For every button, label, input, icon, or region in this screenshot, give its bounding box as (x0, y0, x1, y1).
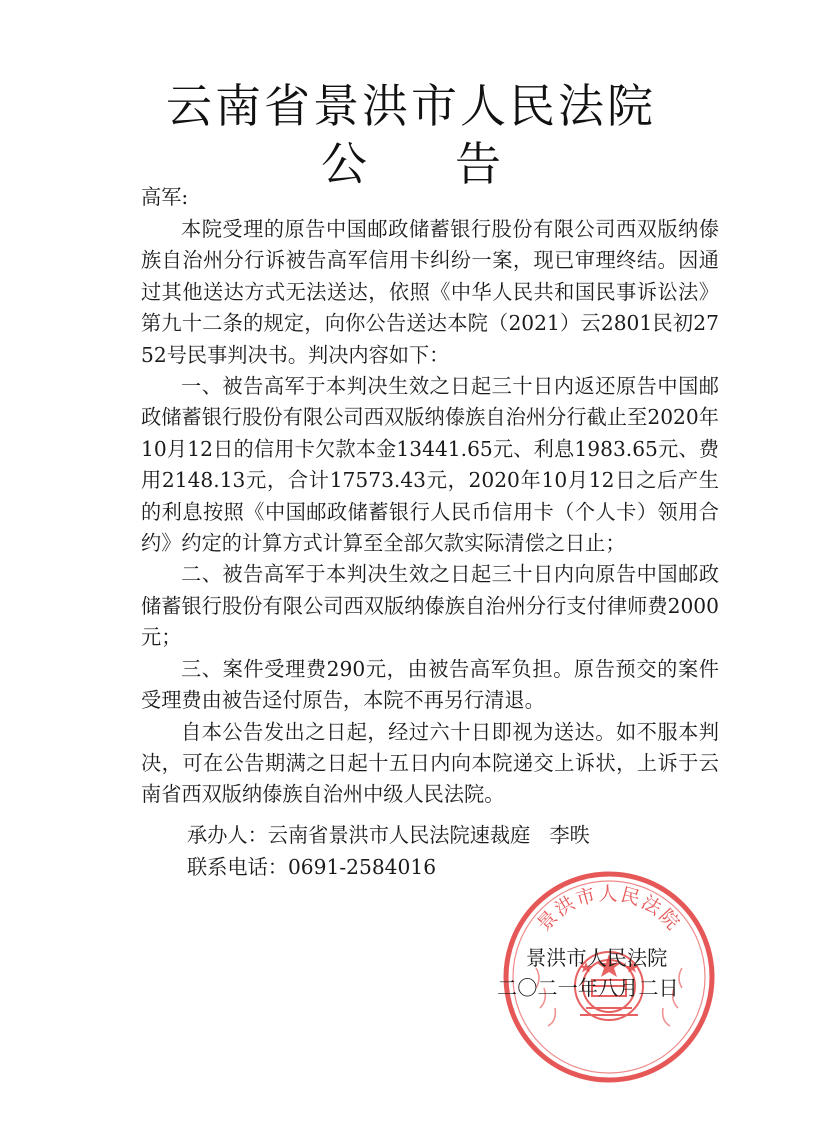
notice-heading: 公告 (321, 137, 589, 191)
svg-text:景洪市人民法院: 景洪市人民法院 (533, 882, 685, 936)
court-name-heading: 云南省景洪市人民法院 (166, 79, 656, 133)
paragraph-judgment-3: 三、案件受理费290元，由被告高军负担。原告预交的案件受理费由被告迳付原告，本院不再另行清退。 (141, 656, 719, 713)
paragraph-judgment-1: 一、被告高军于本判决生效之日起三十日内返还原告中国邮政储蓄银行股份有限公司西双版纳傣族自治州分行截止至2020年10月12日的信用卡欠款本金13441.65元、利息1983.65元、费用2148.13元，合计17573.43元，2020年10月12日之后产生的利息按照《中国邮政储蓄银行人民币信用卡（个人卡）领用合约》约定的计算方式计算至全部欠款实际清偿之日止； (141, 374, 719, 556)
issue-date: 二〇二一年八月二日 (497, 976, 679, 1000)
notice-body (141, 214, 719, 811)
addressee: 高军: (141, 185, 189, 209)
phone-line: 联系电话：0691-2584016 (187, 855, 437, 879)
paragraph-judgment-2: 二、被告高军于本判决生效之日起三十日内向原告中国邮政储蓄银行股份有限公司西双版纳傣族自治州分行支付律师费2000元； (141, 562, 719, 650)
paragraph-intro: 本院受理的原告中国邮政储蓄银行股份有限公司西双版纳傣族自治州分行诉被告高军信用卡纠纷一案，现已审理终结。因通过其他送达方式无法送达，依照《中华人民共和国民事诉讼法》第九十二条的规定，向你公告送达本院（2021）云2801民初2752号民事判决书。判决内容如下： (141, 217, 719, 367)
issuing-court-signature: 景洪市人民法院 (526, 946, 668, 970)
handler-line: 承办人：云南省景洪市人民法院速裁庭 李昳 (187, 823, 590, 847)
paragraph-appeal: 自本公告发出之日起，经过六十日即视为送达。如不服本判决，可在公告期满之日起十五日内向本院递交上诉状，上诉于云南省西双版纳傣族自治州中级人民法院。 (141, 719, 719, 807)
